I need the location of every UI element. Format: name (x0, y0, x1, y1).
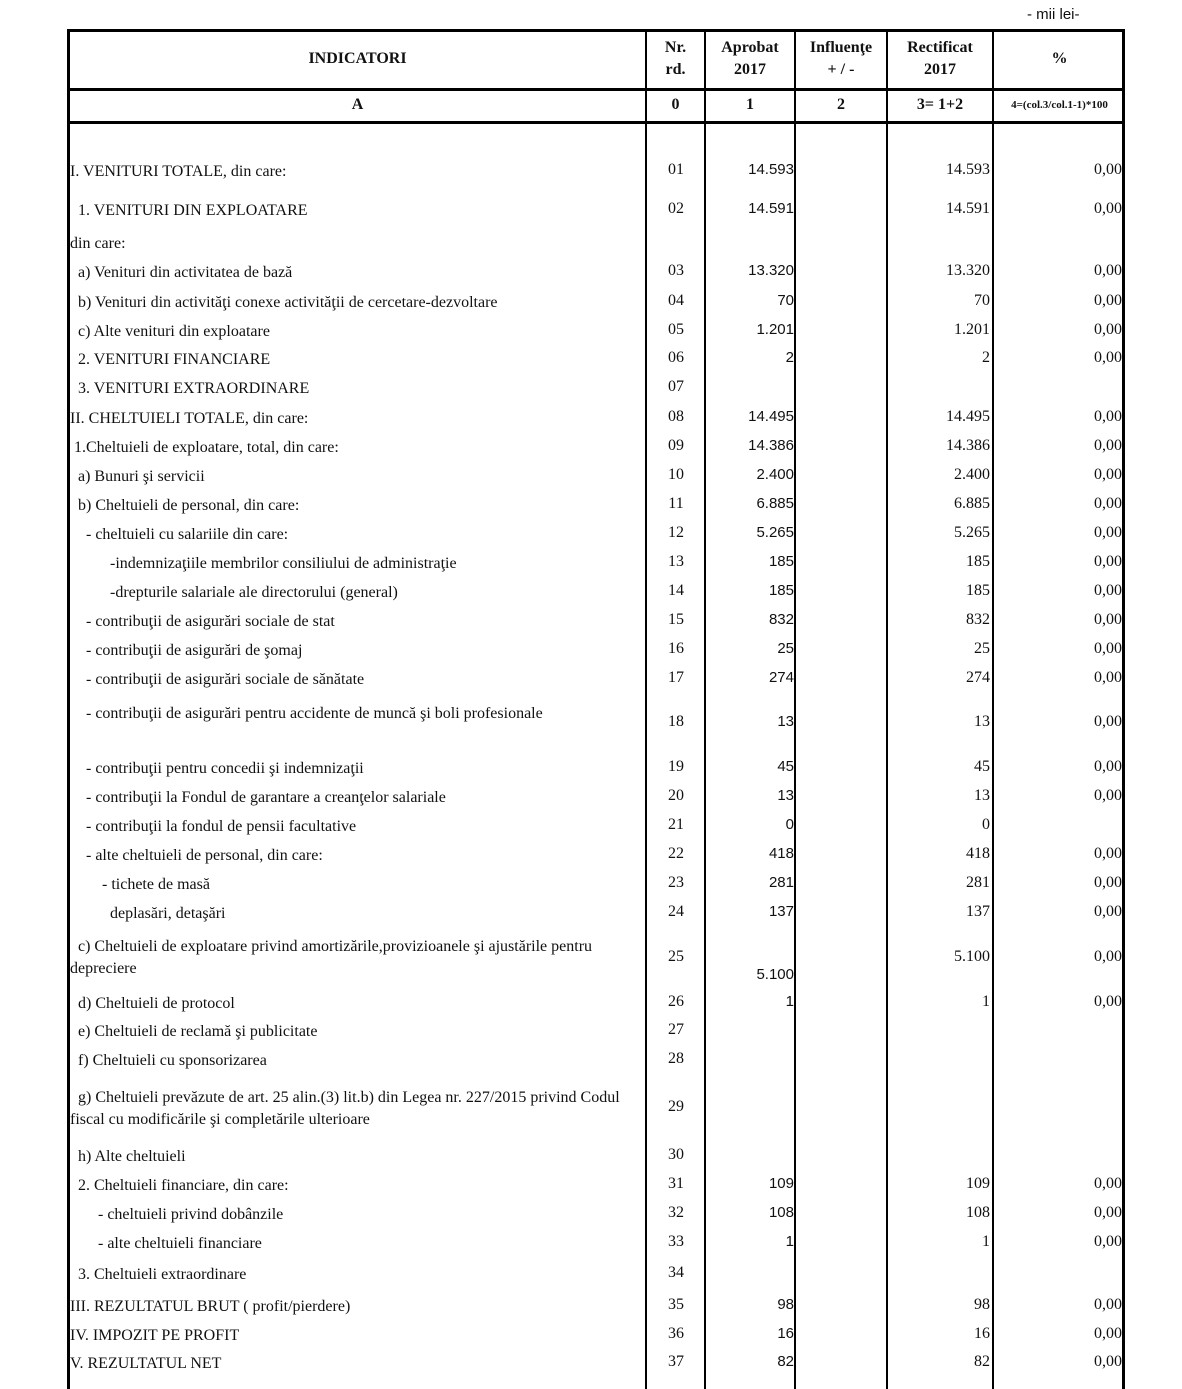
header-indicatori: INDICATORI (308, 50, 407, 67)
header-rectificat: Rectificat 2017 (907, 39, 973, 78)
subheader-c2: 2 (837, 96, 845, 113)
col-divider (794, 29, 796, 1389)
header-percent: % (1051, 50, 1068, 67)
subheader-divider (67, 121, 1125, 124)
subheader-c1: 1 (746, 96, 754, 113)
header-nr: Nr. rd. (664, 39, 687, 78)
header-divider (67, 88, 1125, 91)
unit-label: - mii lei- (1027, 6, 1080, 23)
subheader-c0: 0 (671, 96, 680, 113)
subheader-c3: 3= 1+2 (916, 96, 964, 113)
subheader-a: A (351, 96, 364, 113)
subheader-c4: 4=(col.3/col.1-1)*100 (1011, 99, 1108, 111)
header-influente: Influenţe + / - (809, 39, 873, 78)
header-aprobat: Aprobat 2017 (721, 39, 779, 78)
col-divider (992, 29, 994, 1389)
